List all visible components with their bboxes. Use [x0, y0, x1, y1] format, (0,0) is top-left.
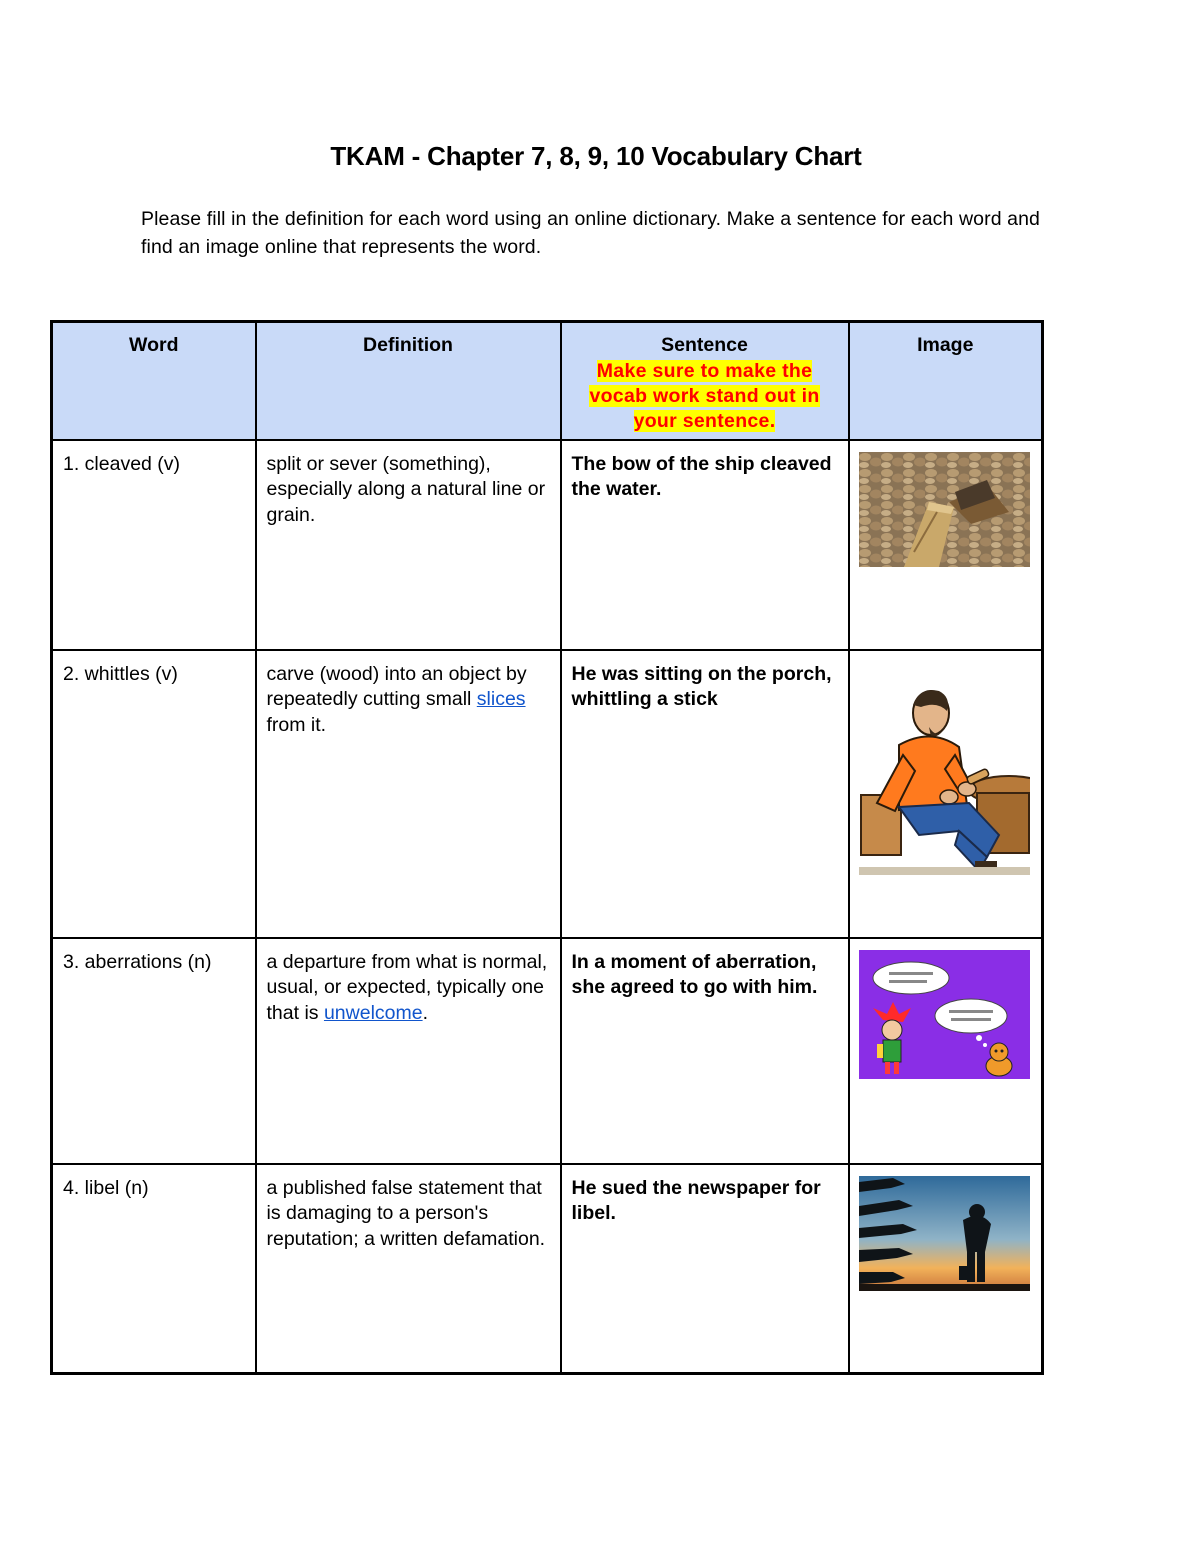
word-cell: 1. cleaved (v) [63, 452, 181, 475]
cartoon-jester-image [859, 950, 1030, 1079]
table-header-row [52, 322, 1043, 440]
definition-cell: a departure from what is normal, usual, or expected, typically one that is unwelcome. [266, 950, 548, 1024]
vocabulary-table [50, 320, 1044, 1375]
table-row [52, 650, 1043, 938]
sentence-cell: The bow of the ship cleaved the water. [571, 452, 832, 500]
header-sentence-label: Sentence [661, 334, 748, 356]
definition-cell: carve (wood) into an object by repeatedly cutting small slices from it. [266, 662, 527, 736]
definition-link-slices[interactable]: slices [476, 688, 526, 710]
table-row [52, 938, 1043, 1164]
page-title: TKAM - Chapter 7, 8, 9, 10 Vocabulary Chart [330, 141, 862, 171]
silhouette-pointing-fingers-image [859, 1176, 1030, 1291]
word-cell: 2. whittles (v) [63, 662, 178, 685]
header-definition: Definition [256, 322, 561, 440]
word-cell: 4. libel (n) [63, 1176, 149, 1199]
header-image: Image [849, 322, 1043, 440]
table-row [52, 1164, 1043, 1374]
sentence-note: Make sure to make the vocab work stand out in your sentence. [589, 360, 820, 432]
definition-cell: a published false statement that is damaging to a person's reputation; a written defamation. [266, 1176, 546, 1250]
sentence-cell: In a moment of aberration, she agreed to go with him. [571, 950, 818, 998]
header-sentence [561, 322, 849, 440]
word-cell: 3. aberrations (n) [63, 950, 212, 973]
header-word: Word [52, 322, 256, 440]
definition-cell: split or sever (something), especially along a natural line or grain. [266, 452, 546, 526]
table-row [52, 440, 1043, 650]
definition-link-unwelcome[interactable]: unwelcome [323, 1001, 423, 1024]
man-whittling-image [859, 685, 1030, 875]
instructions: Please fill in the definition for each word using an online dictionary. Make a sentence for each word and find an image online that represents the word. [141, 208, 1040, 258]
sentence-cell: He was sitting on the porch, whittling a stick [571, 662, 832, 710]
axe-on-wood-image [859, 452, 1030, 567]
sentence-cell: He sued the newspaper for libel. [571, 1176, 821, 1224]
